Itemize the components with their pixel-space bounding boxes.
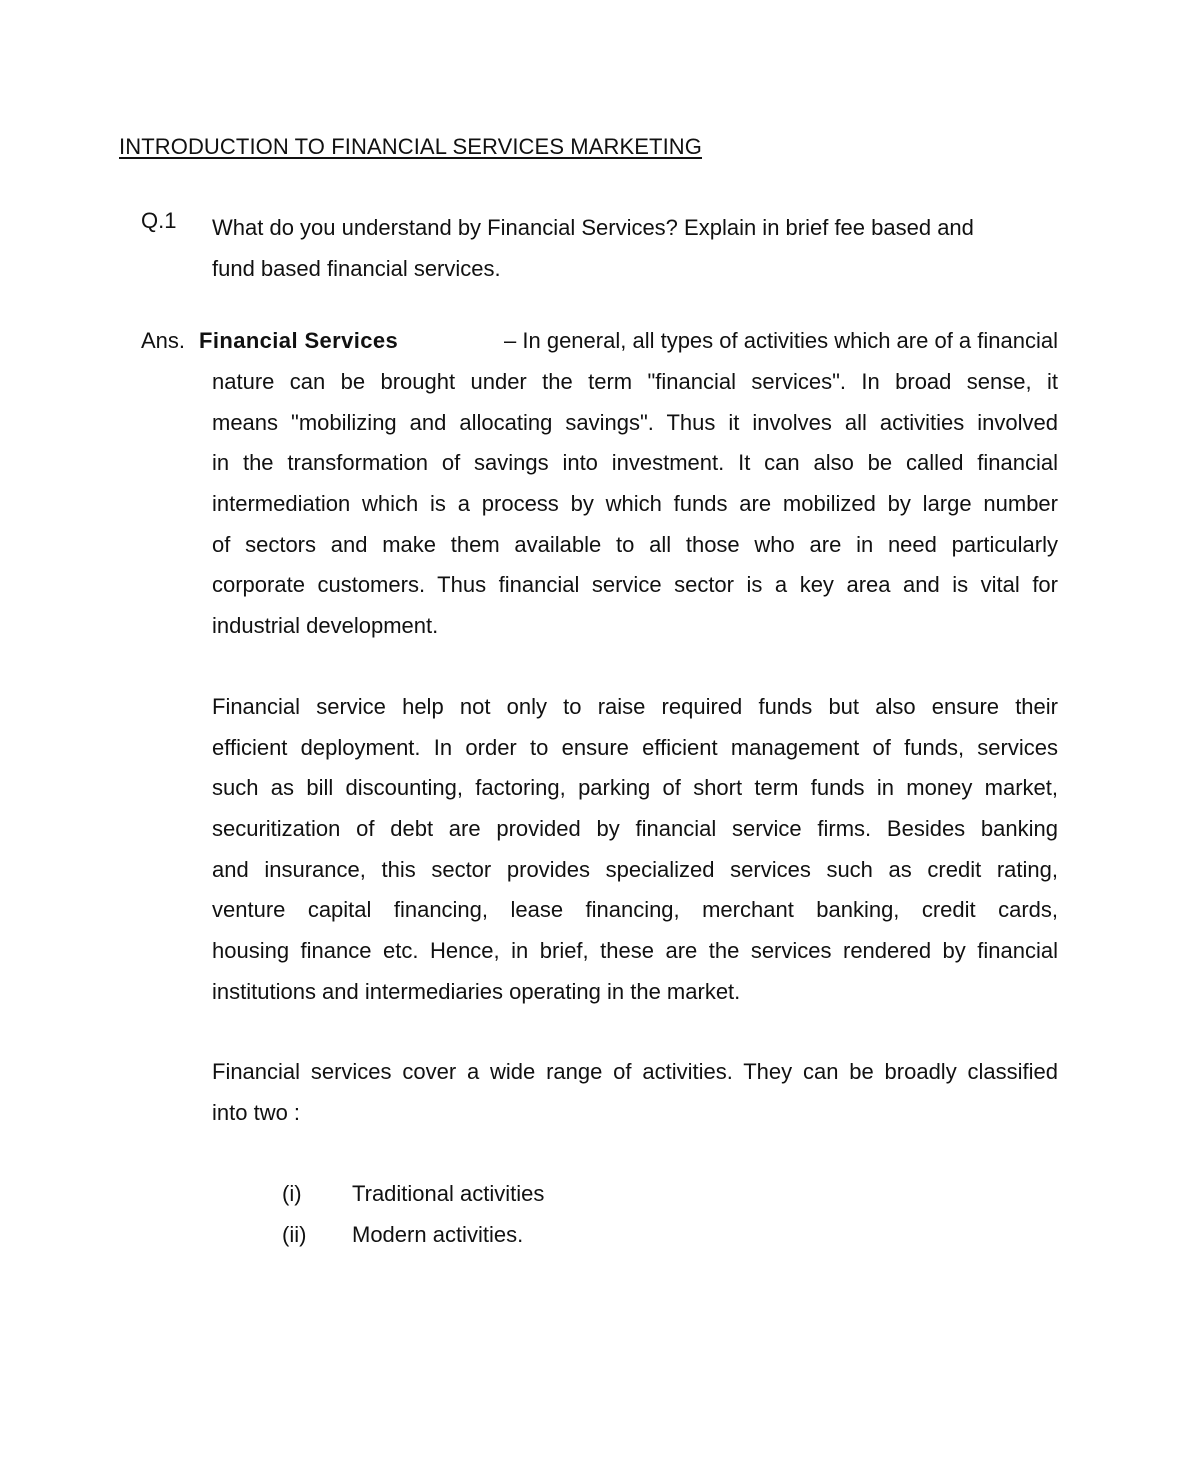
answer-first-line xyxy=(199,321,1058,362)
answer-paragraph-3 xyxy=(212,1052,1058,1133)
paragraph-line: efficient deployment. In order to ensure efficient management of funds, services xyxy=(212,734,1058,760)
list-text: Modern activities. xyxy=(352,1222,524,1247)
answer-prefix: Ans. xyxy=(141,328,186,353)
paragraph-line: corporate customers. Thus financial service sector is a key area and is vital for xyxy=(212,572,1058,598)
paragraph-line: of sectors and make them available to all those who are in need particularly xyxy=(212,531,1058,557)
paragraph-line: intermediation which is a process by which funds are mobilized by large number xyxy=(212,491,1058,517)
paragraph-line: means "mobilizing and allocating savings". Thus it involves all activities involved xyxy=(212,409,1058,435)
list-marker: (ii) xyxy=(282,1222,307,1247)
answer-paragraph-2 xyxy=(212,687,1058,1013)
paragraph-line: securitization of debt are provided by financial service firms. Besides banking xyxy=(212,816,1058,842)
paragraph-line: such as bill discounting, factoring, parking of short term funds in money market, xyxy=(212,775,1058,801)
question-line: What do you understand by Financial Services? Explain in brief fee based and xyxy=(212,215,974,240)
list-text: Traditional activities xyxy=(352,1181,545,1206)
paragraph-line: industrial development. xyxy=(212,613,439,639)
question-number: Q.1 xyxy=(141,208,177,233)
answer-first-line-rest: – In general, all types of activities which are of a financial xyxy=(504,328,1058,353)
paragraph-line: housing finance etc. Hence, in brief, these are the services rendered by financial xyxy=(212,938,1058,964)
question-line: fund based financial services. xyxy=(212,255,501,281)
paragraph-line: venture capital financing, lease financing, merchant banking, credit cards, xyxy=(212,897,1058,923)
question-text xyxy=(212,208,1058,289)
paragraph-line: institutions and intermediaries operating in the market. xyxy=(212,978,741,1004)
paragraph-line: and insurance, this sector provides specialized services such as credit rating, xyxy=(212,856,1058,882)
document-title: INTRODUCTION TO FINANCIAL SERVICES MARKETING xyxy=(119,134,702,159)
answer-term: Financial Services xyxy=(199,328,399,353)
answer-paragraph-1 xyxy=(212,362,1058,647)
paragraph-line: Financial service help not only to raise required funds but also ensure their xyxy=(212,694,1058,719)
paragraph-line: nature can be brought under the term "financial services". In broad sense, it xyxy=(212,369,1058,394)
list-marker: (i) xyxy=(282,1181,302,1206)
paragraph-line: Financial services cover a wide range of activities. They can be broadly classified xyxy=(212,1059,1058,1084)
paragraph-line: into two : xyxy=(212,1099,301,1125)
paragraph-line: in the transformation of savings into investment. It can also be called financial xyxy=(212,450,1058,476)
